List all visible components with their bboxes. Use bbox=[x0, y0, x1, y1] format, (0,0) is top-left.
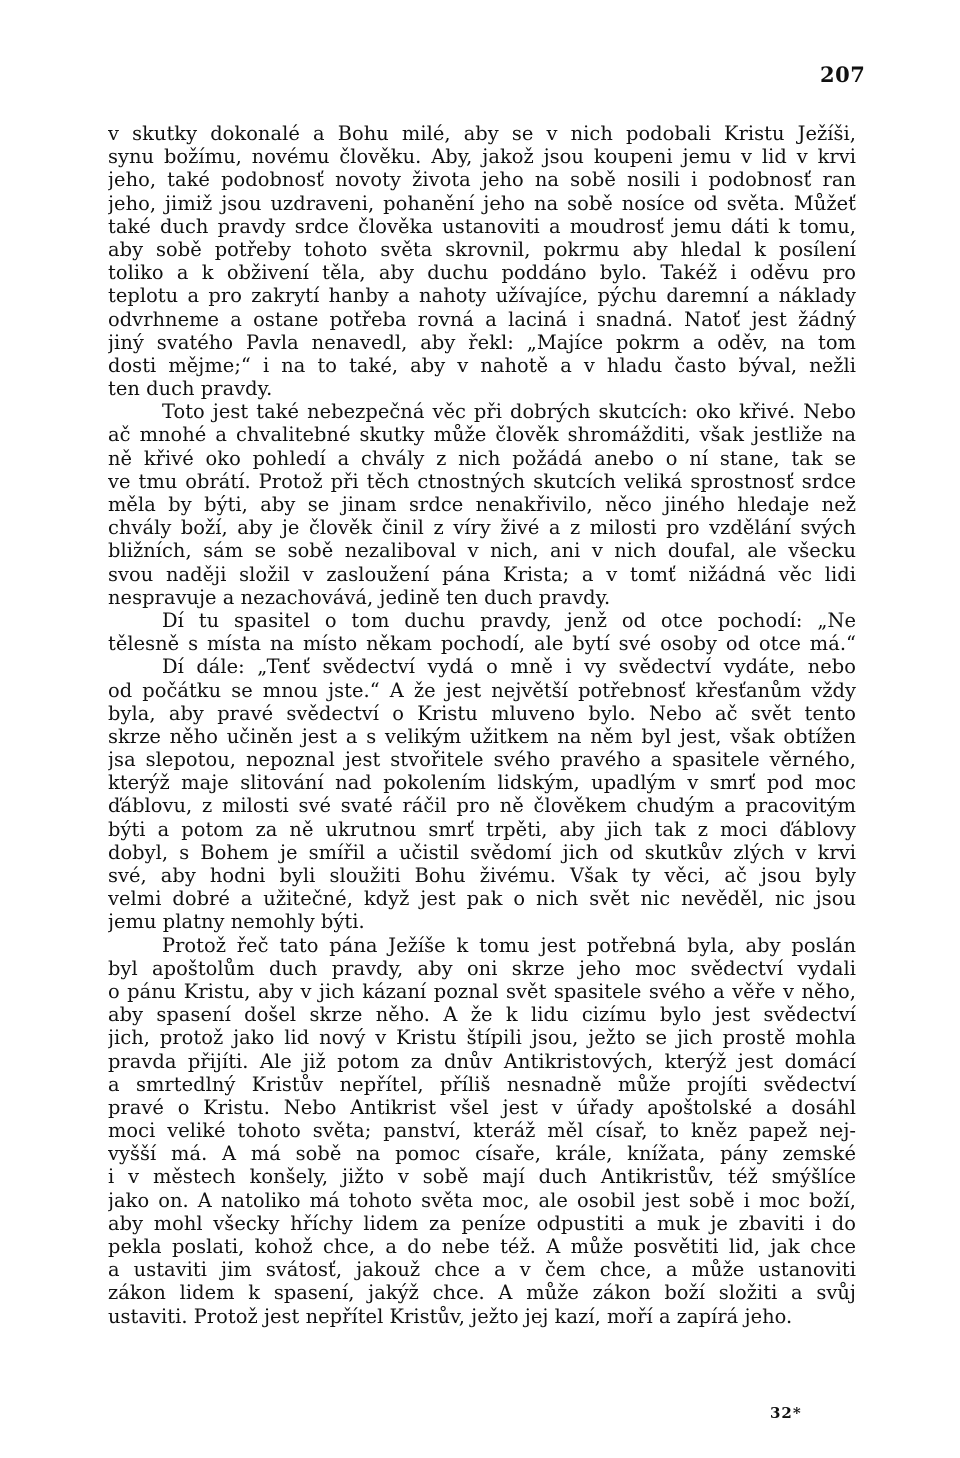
text-line: kterýž maje slitování nad pokolením lidským, upadlým v smrť pod moc bbox=[108, 771, 856, 795]
text-line: jeho, jimiž jsou uzdraveni, pohanění jeho na sobě nosíce od světa. Můžeť bbox=[108, 191, 856, 215]
text-line: jeho, také podobnosť novoty života jeho na sobě nosili i podobnosť ran bbox=[108, 168, 856, 192]
text-line: dobyl, s Bohem je smířil a učistil svědomí jich od skutkův zlých v krvi bbox=[108, 840, 856, 864]
text-line: pravda přijíti. Ale již potom za dnův Antikristových, kterýž jest domácí bbox=[108, 1049, 856, 1073]
text-line: byla, aby pravé svědectví o Kristu mluveno bylo. Nebo ač svět tento bbox=[108, 701, 856, 725]
text-line: svou naději složil v zasloužení pána Krista; a v tomť nižádná věc lidi bbox=[108, 562, 856, 586]
text-line: byl apoštolům duch pravdy, aby oni skrze jeho moc svědectví vydali bbox=[108, 956, 856, 980]
text-line: Protož řeč tato pána Ježíše k tomu jest potřebná byla, aby poslán bbox=[162, 933, 856, 957]
text-line: jich, protož jako lid nový v Kristu štípili jsou, ježto se jich prostě mohla bbox=[108, 1026, 856, 1050]
text-line: i v městech konšely, jižto v sobě mají duch Antikristův, též smýšlíce bbox=[108, 1165, 856, 1189]
body-text bbox=[108, 122, 856, 1328]
text-line: Dí dále: „Tenť svědectví vydá o mně i vy svědectví vydáte, nebo bbox=[162, 655, 856, 679]
text-line: v skutky dokonalé a Bohu milé, aby se v nich podobali Kristu Ježíši, bbox=[108, 122, 856, 145]
text-line: od počátku se mnou jste.“ A že jest největší potřebnosť křesťanům vždy bbox=[108, 678, 856, 702]
text-line: chvály boží, aby je člověk činil z víry živé a z milosti pro vzdělání svých bbox=[108, 516, 856, 540]
text-line: jako on. A natoliko má tohoto světa moc, ale osobil jest sobě i moc boží, bbox=[108, 1188, 856, 1212]
text-line: synu božímu, novému člověku. Aby, jakož jsou koupeni jemu v lid v krvi bbox=[108, 145, 856, 169]
text-line: pekla poslati, kohož chce, a do nebe též. A může posvětiti lid, jak chce bbox=[108, 1235, 856, 1258]
text-line: dosti mějme;“ i na to také, aby v nahotě a v hladu často býval, nežli bbox=[108, 353, 856, 377]
text-line: a smrtedlný Kristův nepřítel, příliš nesnadně může projíti svědectví bbox=[108, 1072, 856, 1096]
text-line: aby sobě potřeby tohoto světa skrovnil, pokrmu aby hledal k posílení bbox=[108, 237, 856, 261]
text-line: aby spasení došel skrze něho. A že k lidu cizímu bylo jest svědectví bbox=[108, 1003, 856, 1027]
text-line: pravé o Kristu. Nebo Antikrist všel jest v úřady apoštolské a dosáhl bbox=[108, 1095, 856, 1119]
text-line: také duch pravdy srdce člověka ustanoviti a moudrosť jemu dáti k tomu, bbox=[108, 214, 856, 238]
text-line: ač mnohé a chvalitebné skutky může člověk shromážditi, však jestliže na bbox=[108, 423, 856, 447]
text-line: Dí tu spasitel o tom duchu pravdy, jenž od otce pochodí: „Ne bbox=[162, 608, 856, 632]
page-number: 207 bbox=[820, 62, 866, 87]
text-line: své, aby hodni byli sloužiti Bohu živému. Však ty věci, ač jsou byly bbox=[108, 864, 856, 887]
text-line: býti a potom za ně ukrutnou smrť trpěti, aby jich tak z moci ďáblovy bbox=[108, 817, 856, 841]
text-line: vyšší má. A má sobě na pomoc císaře, krále, knížata, pány zemské bbox=[108, 1142, 856, 1166]
text-line: nespravuje a nezachovává, jedině ten duch pravdy. bbox=[108, 585, 611, 609]
text-line: jsa slepotou, nepoznal jest stvořitele svého pravého a spasitele věrného, bbox=[108, 748, 856, 772]
text-line: velmi dobré a užitečné, když jest pak o nich svět nic nevěděl, nic jsou bbox=[108, 887, 856, 911]
text-line: ďáblovu, z milosti své svaté ráčil pro ně člověkem chudým a pracovitým bbox=[108, 794, 856, 818]
text-line: a ustaviti jim svátosť, jakouž chce a v čem chce, a může ustanoviti bbox=[108, 1258, 856, 1282]
text-line: tělesně s místa na místo někam pochodí, ale bytí své osoby od otce má.“ bbox=[108, 632, 856, 656]
text-line: ve tmu obrátí. Protož při těch ctnostných skutcích veliká sprostnosť srdce bbox=[108, 469, 856, 493]
text-line: bližních, sám se sobě nezaliboval v nich, ani v nich doufal, ale všecku bbox=[108, 539, 856, 563]
printer-signature-mark: 32* bbox=[770, 1404, 802, 1422]
text-line: moci veliké tohoto světa; panství, kteráž měl císař, to kněz papež nej- bbox=[108, 1119, 856, 1143]
text-line: jemu platny nemohly býti. bbox=[108, 910, 365, 934]
text-line: toliko a k obživení těla, aby duchu poddáno bylo. Takéž i oděvu pro bbox=[108, 261, 856, 285]
text-line: jiný svatého Pavla nenavedl, aby řekl: „Majíce pokrm a oděv, na tom bbox=[108, 330, 856, 354]
text-line: teplotu a pro zakrytí hanby a nahoty užívajíce, pýchu daremní a náklady bbox=[108, 284, 856, 308]
text-line: ně křivé oko pohledí a chvály z nich požádá anebo o ní stane, tak se bbox=[108, 446, 856, 470]
text-line: o pánu Kristu, aby v jich kázaní poznal svět spasitele svého a věře v něho, bbox=[108, 979, 856, 1003]
text-line: ten duch pravdy. bbox=[108, 377, 273, 401]
text-line: ustaviti. Protož jest nepřítel Kristův, ježto jej kazí, moří a zapírá jeho. bbox=[108, 1304, 793, 1328]
text-line: odvrhneme a ostane potřeba rovná a laciná i snadná. Natoť jest žádný bbox=[108, 307, 856, 331]
text-line: zákon lidem k spasení, jakýž chce. A může zákon boží složiti a svůj bbox=[108, 1281, 856, 1305]
text-line: měla by býti, aby se jinam srdce nenakřivilo, něco jiného hledaje než bbox=[108, 493, 856, 516]
text-line: skrze něho učiněn jest a s velikým užitkem na něm byl jest, však obtížen bbox=[108, 724, 856, 748]
text-line: aby mohl všecky hříchy lidem za peníze odpustiti a muk je zbaviti i do bbox=[108, 1211, 856, 1235]
text-line: Toto jest také nebezpečná věc při dobrých skutcích: oko křivé. Nebo bbox=[162, 400, 856, 424]
